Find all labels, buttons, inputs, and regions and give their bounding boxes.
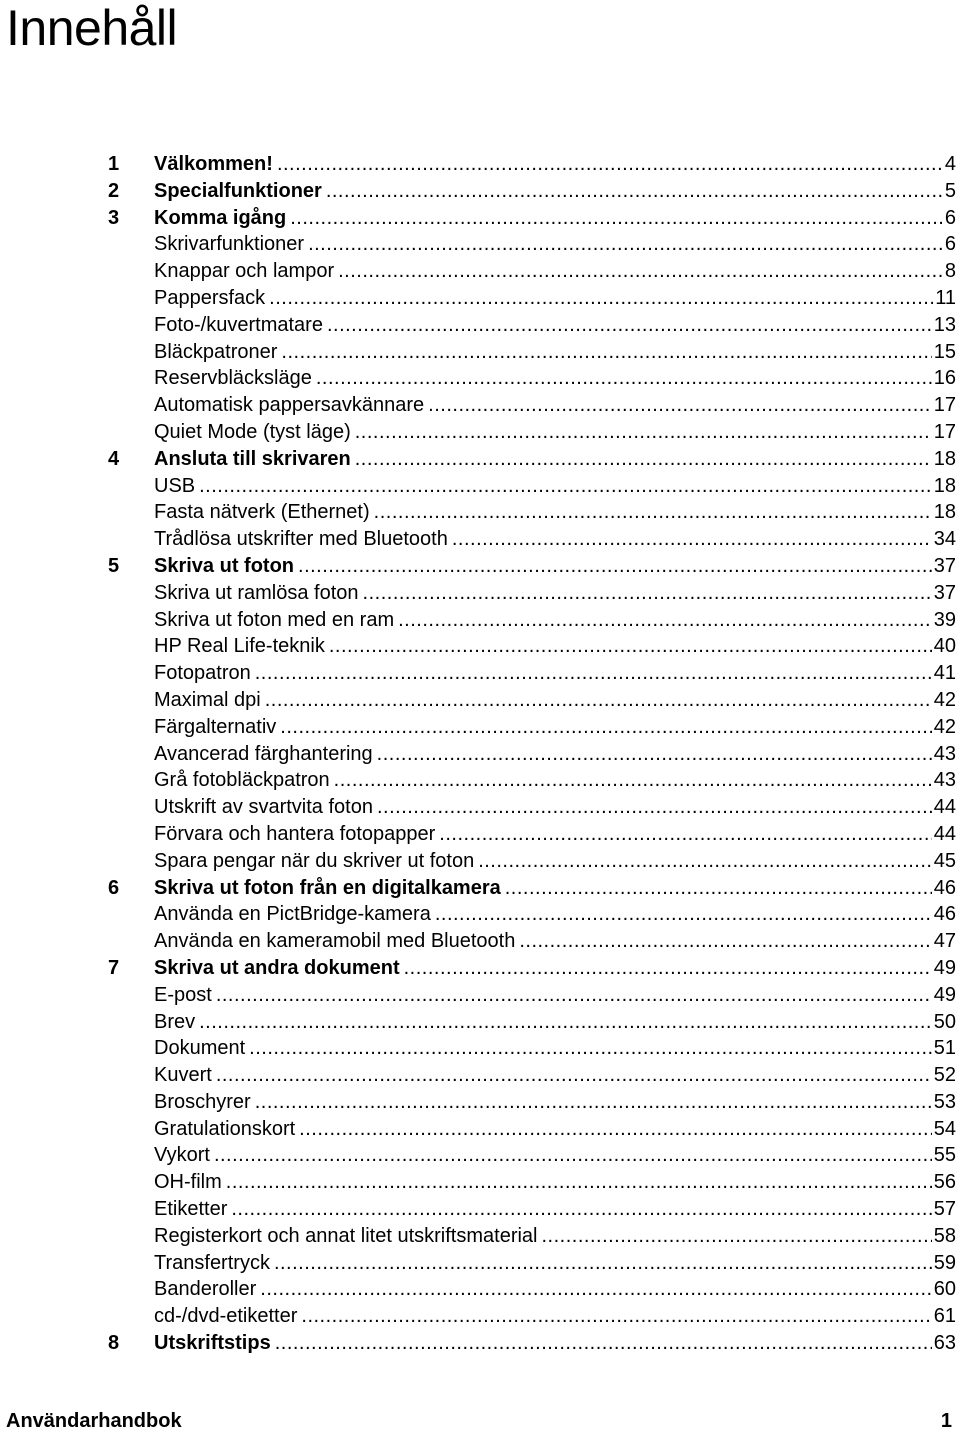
- toc-section-entry[interactable]: [108, 848, 956, 875]
- toc-entry-label: Välkommen!: [154, 151, 277, 178]
- toc-entry-line: [154, 312, 956, 339]
- toc-page-number: 58: [933, 1224, 956, 1247]
- toc-entry-line: [154, 178, 956, 205]
- toc-entry-label: Gratulationskort: [154, 1116, 299, 1143]
- toc-entry-line: [154, 928, 956, 955]
- toc-entry-label: Skriva ut foton från en digitalkamera: [154, 875, 505, 902]
- toc-section-entry[interactable]: [108, 901, 956, 928]
- toc-section-entry[interactable]: [108, 794, 956, 821]
- toc-section-entry[interactable]: [108, 1196, 956, 1223]
- toc-dot-leader: [355, 446, 932, 473]
- toc-page-number: 63: [933, 1332, 956, 1355]
- toc-entry-line: [154, 821, 956, 848]
- toc-page-number: 16: [933, 367, 956, 390]
- toc-dot-leader: [216, 1062, 932, 1089]
- toc-page-number: 42: [933, 688, 956, 711]
- toc-page-number: 45: [933, 849, 956, 872]
- toc-page-number: 56: [933, 1171, 956, 1194]
- toc-entry-line: [154, 258, 956, 285]
- toc-entry-label: Utskriftstips: [154, 1330, 275, 1357]
- toc-entry-label: Broschyrer: [154, 1089, 255, 1116]
- toc-entry-label: Registerkort och annat litet utskriftsmaterial: [154, 1223, 542, 1250]
- toc-chapter-number: 1: [108, 153, 120, 175]
- toc-entry-label: Grå fotobläckpatron: [154, 767, 334, 794]
- toc-page-number: 54: [933, 1117, 956, 1140]
- toc-page-number: 49: [933, 983, 956, 1006]
- toc-entry-label: Använda en kameramobil med Bluetooth: [154, 928, 519, 955]
- toc-page-number: 4: [944, 153, 956, 175]
- toc-page-number: 8: [944, 260, 956, 283]
- toc-entry-line: [154, 1330, 956, 1357]
- toc-entry-line: [154, 741, 956, 768]
- toc-entry-label: Transfertryck: [154, 1250, 274, 1277]
- toc-entry-line: [154, 419, 956, 446]
- toc-entry-label: Fasta nätverk (Ethernet): [154, 499, 374, 526]
- toc-entry-label: Etiketter: [154, 1196, 231, 1223]
- toc-entry-label: Automatisk pappersavkännare: [154, 392, 428, 419]
- toc-page-number: 42: [933, 715, 956, 738]
- toc-section-entry[interactable]: [108, 821, 956, 848]
- toc-entry-line: [154, 205, 956, 232]
- toc-entry-label: Spara pengar när du skriver ut foton: [154, 848, 478, 875]
- toc-section-entry[interactable]: [108, 1116, 956, 1143]
- toc-dot-leader: [260, 1276, 931, 1303]
- toc-dot-leader: [428, 392, 932, 419]
- toc-entry-label: USB: [154, 473, 199, 500]
- toc-page-number: 51: [933, 1037, 956, 1060]
- toc-section-entry[interactable]: [108, 258, 956, 285]
- toc-entry-label: E-post: [154, 982, 216, 1009]
- toc-entry-line: [154, 901, 956, 928]
- toc-dot-leader: [216, 982, 932, 1009]
- toc-dot-leader: [274, 1250, 932, 1277]
- toc-entry-line: [154, 1035, 956, 1062]
- toc-entry-line: [154, 687, 956, 714]
- toc-dot-leader: [281, 339, 931, 366]
- toc-dot-leader: [255, 1089, 932, 1116]
- toc-entry-label: Utskrift av svartvita foton: [154, 794, 377, 821]
- toc-section-entry[interactable]: [108, 1223, 956, 1250]
- toc-section-entry[interactable]: [108, 687, 956, 714]
- toc-entry-label: Skriva ut foton: [154, 553, 298, 580]
- toc-section-entry[interactable]: [108, 231, 956, 258]
- toc-dot-leader: [478, 848, 932, 875]
- toc-entry-line: [154, 446, 956, 473]
- toc-section-entry[interactable]: [108, 1035, 956, 1062]
- toc-section-entry[interactable]: [108, 1142, 956, 1169]
- toc-section-entry[interactable]: [108, 285, 956, 312]
- toc-page-number: 18: [933, 501, 956, 524]
- toc-entry-line: [154, 875, 956, 902]
- toc-section-entry[interactable]: [108, 1089, 956, 1116]
- toc-chapter-entry[interactable]: [108, 151, 956, 178]
- toc-entry-label: Färgalternativ: [154, 714, 280, 741]
- toc-chapter-entry[interactable]: [108, 955, 956, 982]
- toc-entry-line: [154, 392, 956, 419]
- toc-entry-line: [154, 1062, 956, 1089]
- toc-chapter-entry[interactable]: [108, 446, 956, 473]
- toc-entry-line: [154, 1196, 956, 1223]
- toc-section-entry[interactable]: [108, 312, 956, 339]
- footer-page-number: 1: [940, 1410, 952, 1432]
- toc-entry-line: [154, 633, 956, 660]
- toc-dot-leader: [214, 1142, 932, 1169]
- toc-dot-leader: [298, 553, 932, 580]
- toc-entry-label: Dokument: [154, 1035, 249, 1062]
- toc-dot-leader: [226, 1169, 932, 1196]
- toc-page-number: 43: [933, 742, 956, 765]
- toc-entry-label: Reservbläcksläge: [154, 365, 316, 392]
- toc-dot-leader: [308, 231, 943, 258]
- toc-dot-leader: [280, 714, 931, 741]
- toc-dot-leader: [505, 875, 932, 902]
- toc-page-number: 53: [933, 1090, 956, 1113]
- toc-entry-line: [154, 285, 956, 312]
- toc-page-number: 6: [944, 206, 956, 229]
- toc-entry-label: Avancerad färghantering: [154, 741, 377, 768]
- toc-chapter-entry[interactable]: [108, 205, 956, 232]
- toc-entry-label: Banderoller: [154, 1276, 260, 1303]
- toc-page-number: 18: [933, 474, 956, 497]
- toc-section-entry[interactable]: [108, 741, 956, 768]
- toc-entry-label: Vykort: [154, 1142, 214, 1169]
- toc-page-number: 49: [933, 956, 956, 979]
- toc-section-entry[interactable]: [108, 1250, 956, 1277]
- toc-page-number: 60: [933, 1278, 956, 1301]
- toc-section-entry[interactable]: [108, 1009, 956, 1036]
- toc-entry-line: [154, 794, 956, 821]
- toc-section-entry[interactable]: [108, 526, 956, 553]
- toc-section-entry[interactable]: [108, 1303, 956, 1330]
- toc-page-number: 34: [933, 528, 956, 551]
- toc-entry-line: [154, 339, 956, 366]
- toc-entry-label: Pappersfack: [154, 285, 269, 312]
- toc-dot-leader: [398, 607, 932, 634]
- toc-dot-leader: [374, 499, 932, 526]
- toc-entry-line: [154, 1303, 956, 1330]
- toc-dot-leader: [452, 526, 932, 553]
- toc-entry-label: Skriva ut andra dokument: [154, 955, 404, 982]
- toc-page-number: 61: [933, 1305, 956, 1328]
- toc-page-number: 37: [933, 554, 956, 577]
- toc-entry-line: [154, 580, 956, 607]
- toc-chapter-entry[interactable]: [108, 553, 956, 580]
- toc-page-number: 40: [933, 635, 956, 658]
- toc-dot-leader: [199, 473, 932, 500]
- toc-section-entry[interactable]: [108, 607, 956, 634]
- page-footer: [0, 1408, 960, 1435]
- toc-section-entry[interactable]: [108, 1169, 956, 1196]
- toc-chapter-number: 6: [108, 876, 120, 899]
- toc-dot-leader: [316, 365, 932, 392]
- toc-section-entry[interactable]: [108, 499, 956, 526]
- toc-page-number: 47: [933, 930, 956, 953]
- toc-section-entry[interactable]: [108, 1276, 956, 1303]
- toc-page-number: 15: [933, 340, 956, 363]
- toc-page-number: 37: [933, 581, 956, 604]
- toc-page-number: 43: [933, 769, 956, 792]
- toc-page-number: 11: [935, 286, 956, 309]
- toc-dot-leader: [355, 419, 932, 446]
- toc-chapter-number: 3: [108, 206, 120, 229]
- toc-entry-label: Skrivarfunktioner: [154, 231, 308, 258]
- toc-entry-label: Använda en PictBridge-kamera: [154, 901, 435, 928]
- toc-dot-leader: [290, 205, 943, 232]
- toc-section-entry[interactable]: [108, 660, 956, 687]
- toc-entry-label: Fotopatron: [154, 660, 255, 687]
- toc-chapter-entry[interactable]: [108, 875, 956, 902]
- toc-dot-leader: [327, 312, 932, 339]
- toc-entry-label: Knappar och lampor: [154, 258, 338, 285]
- toc-dot-leader: [519, 928, 931, 955]
- toc-page-number: 6: [944, 233, 956, 256]
- toc-dot-leader: [231, 1196, 931, 1223]
- toc-entry-label: Förvara och hantera fotopapper: [154, 821, 439, 848]
- toc-chapter-number: 5: [108, 554, 120, 577]
- toc-entry-line: [154, 1169, 956, 1196]
- toc-chapter-number: 7: [108, 956, 120, 979]
- toc-dot-leader: [542, 1223, 932, 1250]
- toc-entry-line: [154, 660, 956, 687]
- toc-entry-label: OH-film: [154, 1169, 226, 1196]
- toc-dot-leader: [377, 794, 932, 821]
- toc-entry-label: Brev: [154, 1009, 199, 1036]
- toc-page-number: 17: [933, 420, 956, 443]
- toc-page-number: 57: [933, 1198, 956, 1221]
- toc-dot-leader: [275, 1330, 932, 1357]
- toc-page-number: 44: [933, 796, 956, 819]
- toc-page-number: 39: [933, 608, 956, 631]
- toc-section-entry[interactable]: [108, 767, 956, 794]
- toc-dot-leader: [338, 258, 943, 285]
- toc-page-number: 50: [933, 1010, 956, 1033]
- toc-entry-line: [154, 499, 956, 526]
- toc-page-number: 59: [933, 1251, 956, 1274]
- toc-dot-leader: [329, 633, 932, 660]
- toc-section-entry[interactable]: [108, 365, 956, 392]
- toc-entry-line: [154, 526, 956, 553]
- toc-entry-label: cd-/dvd-etiketter: [154, 1303, 301, 1330]
- toc-page-number: 17: [933, 394, 956, 417]
- toc-section-entry[interactable]: [108, 633, 956, 660]
- toc-entry-line: [154, 473, 956, 500]
- toc-page-number: 18: [933, 447, 956, 470]
- toc-page-number: 13: [933, 313, 956, 336]
- toc-entry-label: Trådlösa utskrifter med Bluetooth: [154, 526, 452, 553]
- footer-manual-title: Användarhandbok: [6, 1410, 182, 1432]
- toc-entry-line: [154, 848, 956, 875]
- toc-entry-line: [154, 607, 956, 634]
- toc-section-entry[interactable]: [108, 339, 956, 366]
- toc-entry-label: Kuvert: [154, 1062, 216, 1089]
- toc-chapter-number: 4: [108, 447, 120, 470]
- toc-page-number: 41: [933, 662, 956, 685]
- toc-entry-line: [154, 1009, 956, 1036]
- toc-entry-line: [154, 955, 956, 982]
- toc-entry-label: Specialfunktioner: [154, 178, 326, 205]
- toc-entry-line: [154, 982, 956, 1009]
- toc-dot-leader: [301, 1303, 931, 1330]
- toc-entry-label: Skriva ut foton med en ram: [154, 607, 398, 634]
- toc-entry-line: [154, 767, 956, 794]
- toc-section-entry[interactable]: [108, 714, 956, 741]
- toc-dot-leader: [199, 1009, 932, 1036]
- toc-page-number: 44: [933, 822, 956, 845]
- toc-page-number: 46: [933, 903, 956, 926]
- toc-page-number: 52: [933, 1064, 956, 1087]
- toc-dot-leader: [269, 285, 933, 312]
- toc-chapter-number: 2: [108, 179, 120, 202]
- toc-dot-leader: [255, 660, 932, 687]
- toc-entry-line: [154, 365, 956, 392]
- toc-section-entry[interactable]: [108, 419, 956, 446]
- toc-dot-leader: [404, 955, 932, 982]
- toc-entry-label: Bläckpatroner: [154, 339, 281, 366]
- toc-dot-leader: [299, 1116, 932, 1143]
- toc-entry-line: [154, 1250, 956, 1277]
- toc-entry-label: HP Real Life-teknik: [154, 633, 329, 660]
- toc-entry-label: Foto-/kuvertmatare: [154, 312, 327, 339]
- toc-entry-label: Maximal dpi: [154, 687, 265, 714]
- toc-dot-leader: [435, 901, 932, 928]
- toc-entry-label: Komma igång: [154, 205, 290, 232]
- toc-chapter-entry[interactable]: [108, 178, 956, 205]
- toc-entry-label: Ansluta till skrivaren: [154, 446, 355, 473]
- toc-entry-line: [154, 1223, 956, 1250]
- toc-dot-leader: [249, 1035, 932, 1062]
- toc-page-number: 46: [933, 876, 956, 899]
- toc-entry-line: [154, 151, 956, 178]
- toc-section-entry[interactable]: [108, 982, 956, 1009]
- toc-chapter-number: 8: [108, 1332, 120, 1355]
- toc-dot-leader: [363, 580, 932, 607]
- toc-chapter-entry[interactable]: [108, 1330, 956, 1357]
- toc-section-entry[interactable]: [108, 928, 956, 955]
- toc-dot-leader: [277, 151, 943, 178]
- toc-entry-line: [154, 1142, 956, 1169]
- toc-section-entry[interactable]: [108, 580, 956, 607]
- toc-page-number: 55: [933, 1144, 956, 1167]
- toc-section-entry[interactable]: [108, 473, 956, 500]
- toc-entry-line: [154, 714, 956, 741]
- toc-entry-line: [154, 1089, 956, 1116]
- toc-dot-leader: [439, 821, 931, 848]
- toc-entry-line: [154, 231, 956, 258]
- toc-entry-line: [154, 1116, 956, 1143]
- toc-entry-label: Quiet Mode (tyst läge): [154, 419, 355, 446]
- page-title: Innehåll: [6, 0, 178, 56]
- toc-entry-line: [154, 553, 956, 580]
- table-of-contents: [108, 151, 956, 1357]
- toc-page-number: 5: [944, 179, 956, 202]
- toc-section-entry[interactable]: [108, 392, 956, 419]
- toc-section-entry[interactable]: [108, 1062, 956, 1089]
- toc-entry-label: Skriva ut ramlösa foton: [154, 580, 363, 607]
- toc-dot-leader: [326, 178, 943, 205]
- toc-dot-leader: [334, 767, 932, 794]
- toc-dot-leader: [265, 687, 932, 714]
- toc-entry-line: [154, 1276, 956, 1303]
- toc-dot-leader: [377, 741, 932, 768]
